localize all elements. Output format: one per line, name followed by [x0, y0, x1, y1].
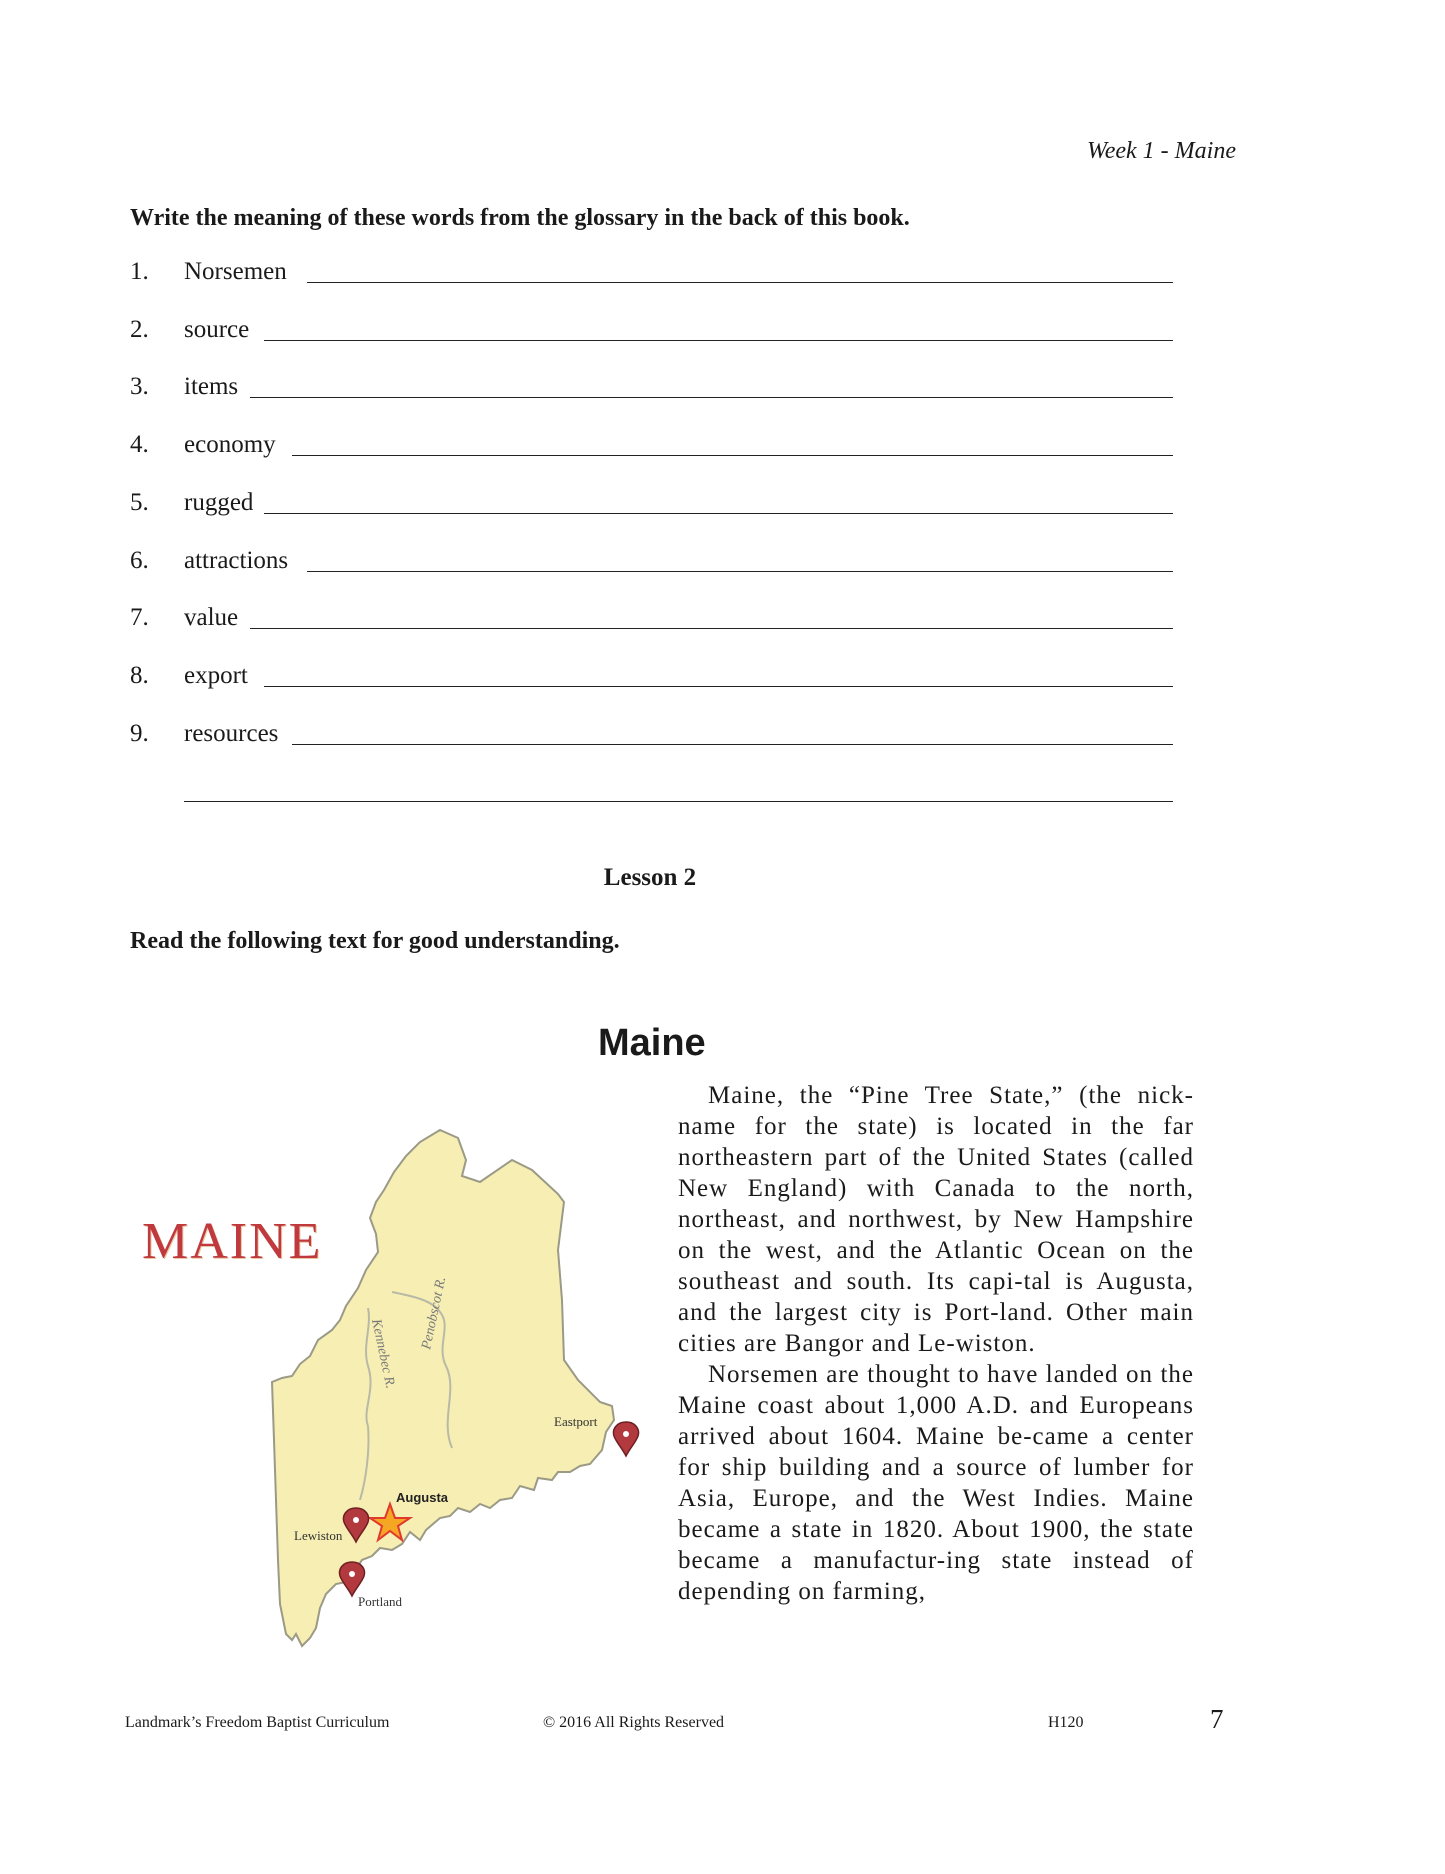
glossary-item: [130, 258, 287, 286]
item-number: 7.: [130, 604, 149, 631]
item-number: 3.: [130, 373, 149, 400]
glossary-item: [130, 373, 238, 401]
glossary-item: [130, 547, 288, 575]
item-number: 9.: [130, 720, 149, 747]
penobscot-label: Penobscot R.: [419, 1275, 450, 1351]
eastport-label: Eastport: [554, 1414, 598, 1429]
glossary-item: [130, 720, 278, 748]
page-header: Week 1 - Maine: [1086, 138, 1236, 164]
portland-label: Portland: [358, 1594, 403, 1609]
maine-map: [140, 1120, 640, 1660]
glossary-item: [130, 662, 248, 690]
answer-line[interactable]: [264, 686, 1173, 687]
footer-copyright: © 2016 All Rights Reserved: [543, 1714, 725, 1731]
article-body: [678, 1080, 1194, 1607]
footer-code: H120: [1048, 1714, 1084, 1731]
item-word: Norsemen: [184, 258, 287, 285]
glossary-item: [130, 604, 238, 632]
item-number: 2.: [130, 316, 149, 343]
item-word: items: [184, 373, 239, 400]
item-word: rugged: [184, 489, 254, 516]
item-number: 8.: [130, 662, 149, 689]
article-title: Maine: [598, 1022, 706, 1064]
glossary-item: [130, 316, 249, 344]
glossary-instruction: Write the meaning of these words from the glossary in the back of this book.: [130, 205, 910, 231]
lesson-title: Lesson 2: [603, 864, 697, 891]
answer-line[interactable]: [307, 282, 1173, 283]
item-word: resources: [184, 720, 279, 747]
footer-curriculum: Landmark’s Freedom Baptist Curriculum: [125, 1714, 390, 1731]
item-number: 4.: [130, 431, 149, 458]
lesson-instruction: Read the following text for good understanding.: [130, 928, 620, 954]
glossary-item: [130, 489, 253, 517]
page-number: 7: [1210, 1704, 1224, 1734]
item-word: source: [184, 316, 250, 343]
glossary-item: [130, 431, 276, 459]
eastport-pin-icon: [614, 1422, 639, 1456]
portland-pin-icon: [340, 1562, 365, 1596]
item-word: value: [184, 604, 239, 631]
item-word: attractions: [184, 547, 289, 574]
answer-line[interactable]: [292, 744, 1173, 745]
answer-line[interactable]: [264, 340, 1173, 341]
answer-line[interactable]: [250, 628, 1173, 629]
maine-state-shape: [272, 1130, 614, 1646]
item-word: economy: [184, 431, 276, 458]
answer-line[interactable]: [184, 801, 1173, 802]
augusta-label: Augusta: [396, 1490, 448, 1505]
kennebec-label: Kennebec R.: [368, 1317, 398, 1391]
answer-line[interactable]: [292, 455, 1173, 456]
article-paragraph: Maine, the “Pine Tree State,” (the nick-name for the state) is located in the far northeastern part of the United States (called New England) with Canada to the north, northeast, and northwest, by New Hampshire on the west, and the Atlantic Ocean on the southeast and south. Its capi-tal is Augusta, and the largest city is Port-land. Other main cities are Bangor and Le-wiston.: [678, 1082, 1194, 1357]
item-number: 5.: [130, 489, 149, 516]
answer-line[interactable]: [250, 397, 1173, 398]
item-number: 1.: [130, 258, 149, 285]
article-paragraph: Norsemen are thought to have landed on the Maine coast about 1,000 A.D. and Europeans arrived about 1604. Maine be-came a center for ship building and a source of lumber for Asia, Europe, and the West Indies. Maine became a state in 1820. About 1900, the state became a manufactur-ing state instead of depending on farming,: [678, 1361, 1194, 1605]
answer-line[interactable]: [307, 571, 1173, 572]
item-number: 6.: [130, 547, 149, 574]
lewiston-label: Lewiston: [294, 1528, 343, 1543]
item-word: export: [184, 662, 248, 689]
map-state-label: MAINE: [142, 1213, 323, 1270]
answer-line[interactable]: [264, 513, 1173, 514]
